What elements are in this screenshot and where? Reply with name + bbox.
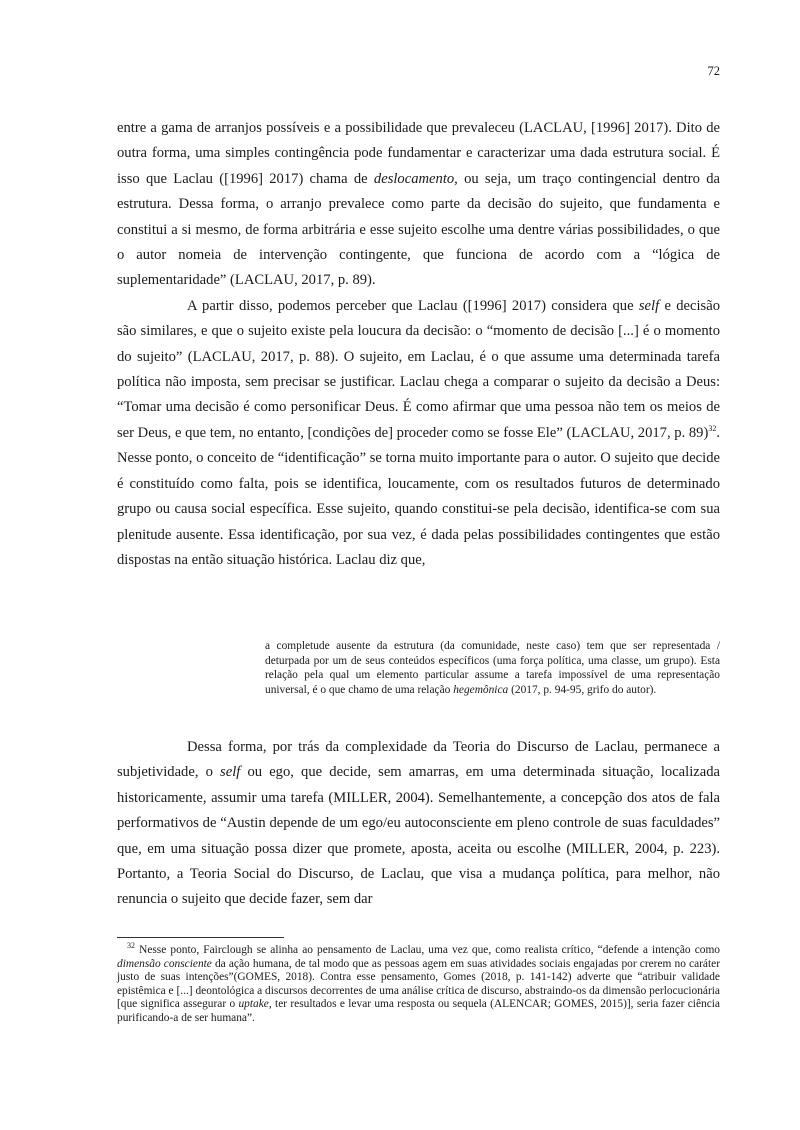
block-quote-text-b: (2017, p. 94-95, grifo do autor). bbox=[508, 683, 657, 696]
paragraph-1-text-b: , ou seja, um traço contingencial dentro da estrutura. Dessa forma, o arranjo prevalece como parte da decisão do sujeito, que fundamenta e constitui a si mesmo, de forma arbitrária e esse sujeito escolhe uma dentre várias possibilidades, o que o autor nomeia de intervenção contingente, que funciona de acordo com a “lógica de suplementaridade” (LACLAU, 2017, p. 89). bbox=[117, 170, 720, 289]
footnote-emphasis-b: uptake, bbox=[238, 998, 272, 1010]
paragraph-1 bbox=[117, 116, 720, 294]
block-quote-emphasis: hegemônica bbox=[453, 683, 509, 696]
footnote-text-a: Nesse ponto, Fairclough se alinha ao pensamento de Laclau, uma vez que, como realista crítico, “defende a intenção como bbox=[135, 944, 720, 956]
block-quote-text-a: a completude ausente da estrutura (da comunidade, neste caso) tem que ser representada / deturpada por um de seus conteúdos específicos (uma força política, uma classe, um grupo). Esta relação pela qual um elemento particular assume a tarefa impossível de uma representação universal, é o que chamo de uma relação bbox=[265, 640, 720, 696]
paragraph-2 bbox=[117, 294, 720, 573]
page-number: 72 bbox=[707, 64, 720, 78]
paragraph-2-text-b: e decisão são similares, e que o sujeito existe pela loucura da decisão: o “momento de decisão [...] é o momento do sujeito” (LACLAU, 2017, p. 88). O sujeito, em Laclau, é o que assume uma determinada tarefa política não imposta, sem precisar se justificar. Laclau chega a comparar o sujeito da decisão a Deus: “Tomar uma decisão é como personificar Deus. É como afirmar que uma pessoa não tem os meios de ser Deus, e que tem, no entanto, [condições de] proceder como se fosse Ele” (LACLAU, 2017, p. 89) bbox=[117, 297, 720, 441]
footnote-text-b: da ação humana, de tal modo que as pessoas agem em suas atividades sociais engajadas por crerem no caráter justo de suas intenções”(GOMES, 2018). Contra esse pensamento, Gomes (2018, p. 141-142) adverte que “atribuir validade epistêmica e [...] deontológica a discursos decorrentes de uma análise crítica de discurso, abstraindo-os da dimensão perlocucionária [que significa assegurar o bbox=[117, 957, 720, 1010]
paragraph-3-text-a: Dessa forma, por trás da complexidade da Teoria do Discurso de Laclau, permanece a subjetividade, o bbox=[117, 739, 720, 781]
footnote-32 bbox=[117, 941, 720, 1025]
paragraph-2-emphasis: self bbox=[638, 297, 660, 314]
main-text-bottom bbox=[117, 735, 720, 913]
footnote-number: 32 bbox=[127, 941, 135, 951]
footnote-emphasis-a: dimensão consciente bbox=[117, 957, 212, 970]
paragraph-3-text-b: ou ego, que decide, sem amarras, em uma determinada situação, localizada historicamente, assumir uma tarefa (MILLER, 2004). Semelhantemente, a concepção dos atos de fala performativos de “Austin depende de um ego/eu autoconsciente em pleno controle de suas faculdades” que, em uma situação possa dizer que promete, aposta, aceita ou escolhe (MILLER, 2004, p. 223). Portanto, a Teoria Social do Discurso, de Laclau, que visa a mudança política, para melhor, não renuncia o sujeito que decide fazer, sem dar bbox=[117, 764, 720, 908]
paragraph-2-text-a: A partir disso, podemos perceber que Laclau ([1996] 2017) considera que bbox=[187, 297, 639, 314]
paragraph-3 bbox=[117, 735, 720, 913]
paragraph-2-text-c: . Nesse ponto, o conceito de “identificação” se torna muito importante para o autor. O sujeito que decide é constituído como falta, pois se identifica, loucamente, com os resultados futuros de determinado grupo ou causa social específica. Esse sujeito, quando constitui-se pela decisão, identifica-se com sua plenitude ausente. Essa identificação, por sua vez, é dada pelas possibilidades contingentes que estão dispostas na então situação histórica. Laclau diz que, bbox=[117, 424, 720, 568]
paragraph-1-emphasis: deslocamento bbox=[373, 170, 455, 187]
footnote-divider bbox=[117, 937, 284, 938]
footnote-ref-32[interactable]: 32 bbox=[708, 424, 717, 434]
footnote-text-c: ter resultados e levar uma resposta ou sequela (ALENCAR; GOMES, 2015)], seria fazer ciência purificando-a de ser humana”. bbox=[117, 998, 720, 1024]
paragraph-1-text-a: entre a gama de arranjos possíveis e a possibilidade que prevaleceu (LACLAU, [1996] 2017). Dito de outra forma, uma simples contingência pode fundamentar e caracterizar uma dada estrutura social. É isso que Laclau ([1996] 2017) chama de bbox=[117, 120, 720, 187]
main-text-top bbox=[117, 116, 720, 573]
paragraph-3-emphasis: self bbox=[220, 764, 241, 781]
block-quote bbox=[265, 639, 720, 697]
